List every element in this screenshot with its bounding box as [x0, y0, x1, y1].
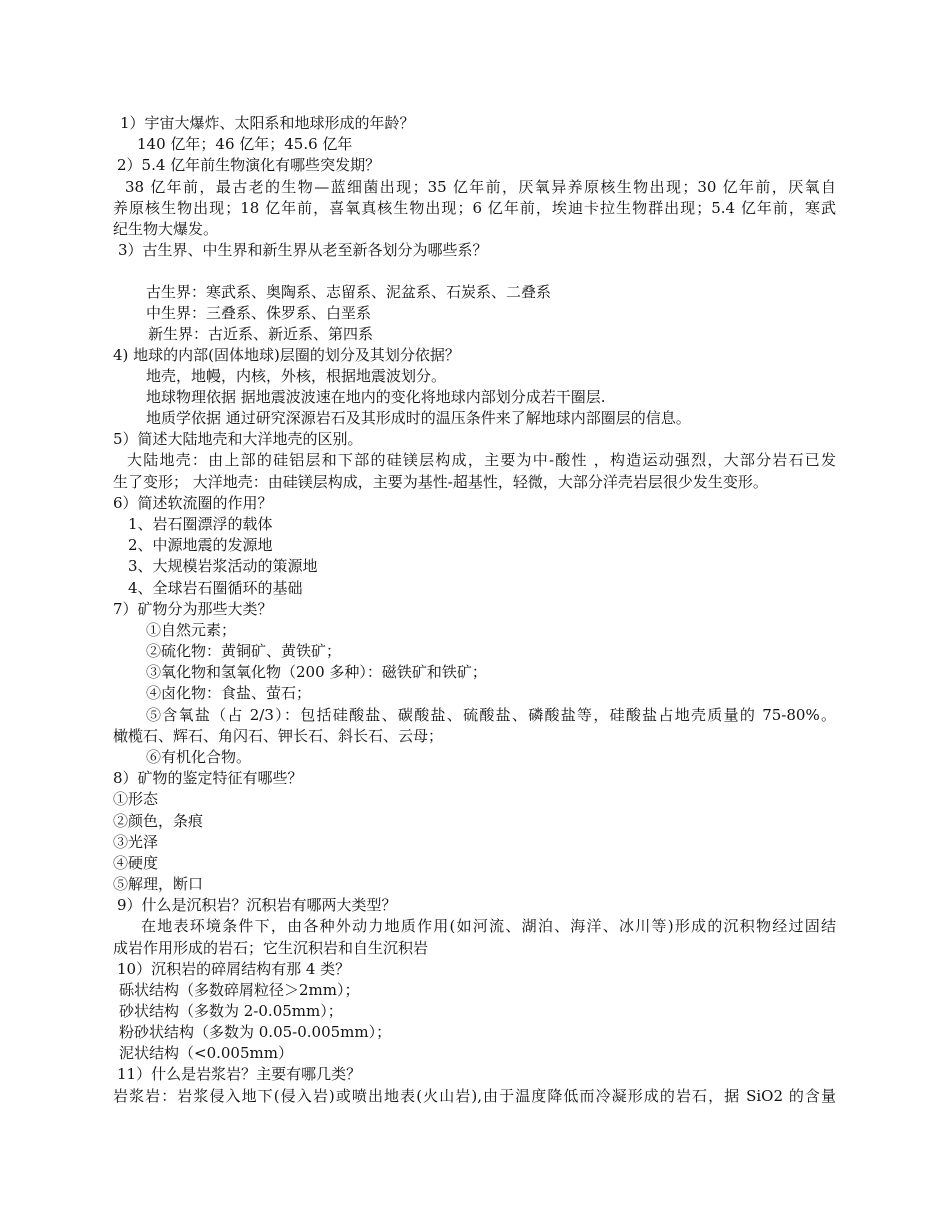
- question-6-answer: 4、全球岩石圈循环的基础: [128, 579, 303, 597]
- question-4-answer: 地球物理依据 据地震波波速在地内的变化将地球内部划分成若干圈层.: [146, 388, 606, 406]
- question-2-answer-line: 38 亿年前，最古老的生物—蓝细菌出现；35 亿年前，厌氧异养原核生物出现；30 亿年前，厌氧自: [125, 178, 836, 196]
- question-6-answer: 2、中源地震的发源地: [128, 536, 273, 554]
- question-6-title: 6）简述软流圈的作用？: [113, 494, 273, 512]
- question-6-answer: 1、岩石圈漂浮的载体: [128, 515, 273, 533]
- question-9-answer-line: 在地表环境条件下，由各种外动力地质作用(如河流、湖泊、海洋、冰川等)形成的沉积物经过固结: [141, 917, 836, 935]
- question-11-title: 11）什么是岩浆岩？主要有哪几类？: [117, 1065, 362, 1083]
- question-5-title: 5）简述大陆地壳和大洋地壳的区别。: [113, 430, 363, 448]
- question-7-answer: 橄榄石、辉石、角闪石、钾长石、斜长石、云母；: [113, 727, 444, 745]
- question-6-answer: 3、大规模岩浆活动的策源地: [128, 557, 318, 575]
- question-9-title: 9）什么是沉积岩？沉积岩有哪两大类型？: [117, 896, 397, 914]
- question-10-answer: 砂状结构（多数为 2-0.05mm）；: [119, 1002, 343, 1020]
- question-8-answer: ②颜色，条痕: [113, 812, 204, 830]
- question-7-answer: ⑤含氧盐（占 2/3）：包括硅酸盐、碳酸盐、硫酸盐、磷酸盐等，硅酸盐占地壳质量的 75-80%。: [146, 706, 836, 724]
- question-3-answer: 新生界：古近系、新近系、第四系: [148, 325, 374, 343]
- question-3-title: 3）古生界、中生界和新生界从老至新各划分为哪些系？: [118, 241, 488, 259]
- question-7-answer: ⑥有机化合物。: [146, 748, 252, 766]
- question-7-answer: ②硫化物：黄铜矿、黄铁矿；: [146, 642, 342, 660]
- question-4-title: 4) 地球的内部(固体地球)层圈的划分及其划分依据？: [113, 346, 460, 364]
- question-10-answer: 泥状结构（<0.005mm）: [119, 1044, 293, 1062]
- question-8-answer: ①形态: [113, 790, 159, 808]
- question-2-answer-line: 纪生物大爆发。: [113, 220, 219, 238]
- question-2-title: 2）5.4 亿年前生物演化有哪些突发期？: [117, 156, 381, 174]
- question-3-answer: 中生界：三叠系、侏罗系、白垩系: [146, 304, 372, 322]
- question-8-answer: ④硬度: [113, 854, 159, 872]
- question-10-title: 10）沉积岩的碎屑结构有那 4 类？: [117, 960, 351, 978]
- question-8-answer: ⑤解理，断口: [113, 875, 204, 893]
- question-10-answer: 粉砂状结构（多数为 0.05-0.005mm）；: [119, 1023, 392, 1041]
- question-8-title: 8）矿物的鉴定特征有哪些？: [113, 769, 303, 787]
- question-11-answer-line: 岩浆岩：岩浆侵入地下(侵入岩)或喷出地表(火山岩),由于温度降低而冷凝形成的岩石，据 SiO2 的含量: [113, 1087, 836, 1105]
- question-5-answer-line: 大陆地壳：由上部的硅铝层和下部的硅镁层构成，主要为中-酸性 ，构造运动强烈，大部分岩石已发: [127, 451, 836, 469]
- question-10-answer: 砾状结构（多数碎屑粒径＞2mm）；: [119, 981, 360, 999]
- question-8-answer: ③光泽: [113, 833, 159, 851]
- question-9-answer-line: 成岩作用形成的岩石；它生沉积岩和自生沉积岩: [113, 939, 429, 957]
- question-7-answer: ③氧化物和氢氧化物（200 多种）：磁铁矿和铁矿；: [146, 663, 487, 681]
- question-5-answer-line: 生了变形； 大洋地壳：由硅镁层构成，主要为基性-超基性，轻微，大部分洋壳岩层很少发生变形。: [113, 473, 768, 491]
- question-7-answer: ①自然元素；: [146, 621, 237, 639]
- question-2-answer-line: 养原核生物出现；18 亿年前，喜氧真核生物出现；6 亿年前，埃迪卡拉生物群出现；5.4 亿年前，寒武: [113, 199, 836, 217]
- question-3-answer: 古生界：寒武系、奥陶系、志留系、泥盆系、石炭系、二叠系: [146, 283, 552, 301]
- question-1-answer: 140 亿年；46 亿年；45.6 亿年: [137, 135, 353, 153]
- question-1-title: 1）宇宙大爆炸、太阳系和地球形成的年龄？: [120, 114, 415, 132]
- question-4-answer: 地壳，地幔，内核，外核，根据地震波划分。: [146, 367, 447, 385]
- question-7-answer: ④卤化物：食盐、萤石；: [146, 684, 312, 702]
- question-7-title: 7）矿物分为那些大类？: [113, 600, 273, 618]
- question-4-answer: 地质学依据 通过研究深源岩石及其形成时的温压条件来了解地球内部圈层的信息。: [146, 409, 691, 427]
